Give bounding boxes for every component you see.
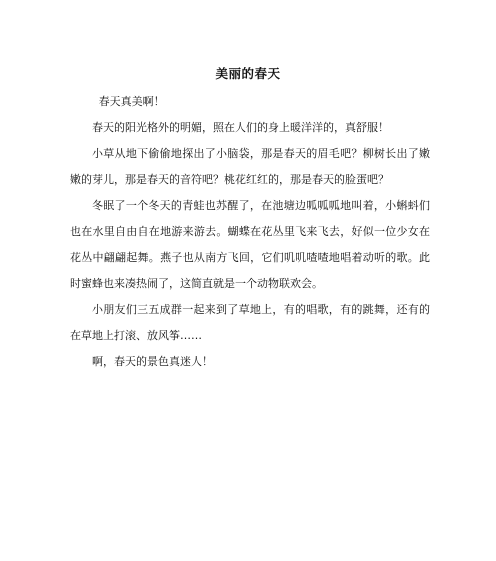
document-body [70,89,430,375]
paragraph-6: 啊，春天的景色真迷人！ [92,355,213,368]
paragraph-5: 小朋友们三五成群一起来到了草地上，有的唱歌，有的跳舞，还有的在草地上打滚、放风筝…… [70,303,430,342]
paragraph-4: 冬眠了一个冬天的青蛙也苏醒了，在池塘边呱呱呱地叫着，小蝌蚪们也在水里自由自在地游来游去。蝴蝶在花丛里飞来飞去，好似一位少女在花丛中翩翩起舞。燕子也从南方飞回，它们叽叽喳喳地唱着动听的歌。此时蜜蜂也来凑热闹了，这简直就是一个动物联欢会。 [70,199,430,290]
paragraph-2: 春天的阳光格外的明媚，照在人们的身上暖洋洋的，真舒服！ [92,121,389,134]
paragraph-3: 小草从地下偷偷地探出了小脑袋，那是春天的眉毛吧？柳树长出了嫩嫩的芽儿，那是春天的音符吧？桃花红红的，那是春天的脸蛋吧？ [70,147,430,186]
paragraph-1: 春天真美啊！ [98,95,165,108]
document-title: 美丽的春天 [215,66,281,81]
